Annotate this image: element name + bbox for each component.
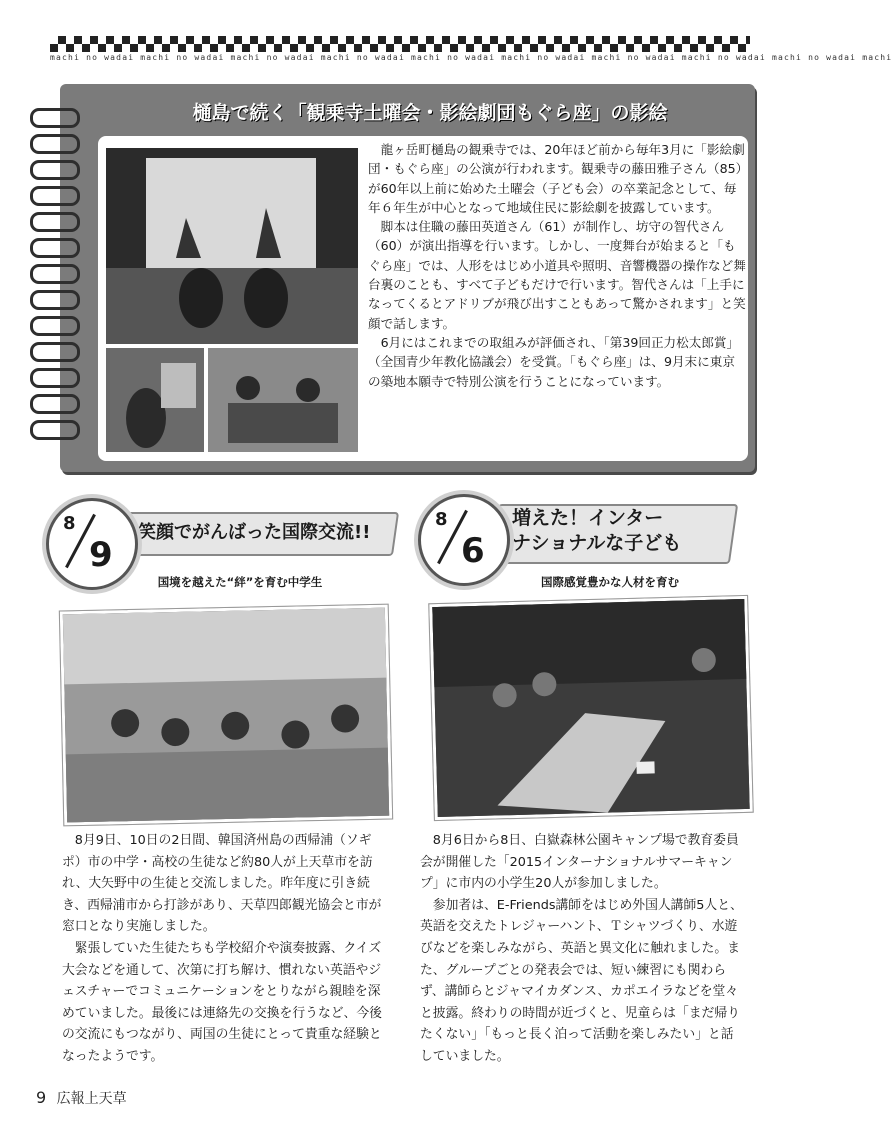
left-article-heading: 笑顔でがんばった国際交流!! xyxy=(138,522,371,543)
publication-name: 広報上天草 xyxy=(56,1091,127,1107)
right-heading-line2: ナショナルな子ども xyxy=(512,532,682,554)
left-paragraph: 緊張していた生徒たちも学校紹介や演奏披露、クイズ大会などを通して、次第に打ち解け、慣れない英語やジェスチャーでコミュニケーションをとりながら親睦を深めていました。最後には連絡先の交換を行うなど、今後の交流にもつながり、両国の生徒にとって貴重な経験となったようです。 xyxy=(62,940,382,1064)
badge-day: 6 xyxy=(461,531,485,571)
left-article-subheading: 国境を越えた“絆”を育む中学生 xyxy=(157,575,323,589)
page-footer xyxy=(36,1088,127,1108)
shadow-play-stage-photo xyxy=(106,148,358,344)
right-heading-line1: 増えた！インター xyxy=(512,507,664,529)
right-article-body xyxy=(420,830,746,1068)
feature-body-text xyxy=(368,140,746,391)
ring-icon xyxy=(30,394,80,414)
ring-icon xyxy=(30,108,80,128)
left-paragraph: 8月9日、10日の2日間、韓国済州島の西帰浦（ソギポ）市の中学・高校の生徒など約80人が上天草市を訪れ、大矢野中の生徒と交流しました。昨年度に引き続き、西帰浦市から打診があり、天草四郎観光協会と市が窓口となり実施しました。 xyxy=(62,833,382,935)
header-checker-band xyxy=(50,36,750,52)
ring-icon xyxy=(30,290,80,310)
badge-month: 8 xyxy=(435,509,448,530)
ring-icon xyxy=(30,160,80,180)
right-paragraph: 8月6日から8日、白嶽森林公園キャンプ場で教育委員会が開催した「2015インターナショナルサマーキャンプ」に市内の小学生20人が参加しました。 xyxy=(420,833,739,892)
ring-icon xyxy=(30,342,80,362)
rehearsal-meeting-photo xyxy=(208,348,358,452)
feature-paragraph: 龍ヶ岳町樋島の観乗寺では、20年ほど前から毎年3月に「影絵劇団・もぐら座」の公演が行われます。観乗寺の藤田雅子さん（85）が60年以上前に始めた土曜会（子ども会）の卒業記念として、毎年６年生が中心となって地域住民に影絵劇を披露しています。 xyxy=(368,142,745,215)
children-operating-puppets-photo xyxy=(106,348,204,452)
header-tagline: machi no wadai machi no wadai machi no wadai machi no wadai machi no wadai machi no wadai machi no wadai machi no wadai machi no wadai machi xyxy=(50,53,892,62)
ring-icon xyxy=(30,134,80,154)
ring-icon xyxy=(30,212,80,232)
ring-icon xyxy=(30,368,80,388)
ring-icon xyxy=(30,316,80,336)
badge-month: 8 xyxy=(63,513,76,534)
feature-paragraph: 脚本は住職の藤田英道さん（61）が制作し、坊守の智代さん（60）が演出指導を行います。しかし、一度舞台が始まると「もぐら座」では、人形をはじめ小道具や照明、音響機器の操作など舞台裏のことも、すべて子どもだけで行います。智代さんは「上手になってくるとアドリブが飛び出すこともあって驚かされます」と笑顔で話します。 xyxy=(368,219,746,331)
left-article-body xyxy=(62,830,384,1068)
ring-icon xyxy=(30,420,80,440)
feature-paragraph: 6月にはこれまでの取組みが評価され、「第39回正力松太郎賞」（全国青少年教化協議会）を受賞。「もぐら座」は、9月末に東京の築地本願寺で特別公演を行うことになっています。 xyxy=(368,334,740,389)
date-badge-aug-6 xyxy=(418,494,510,586)
right-article-heading xyxy=(512,506,732,556)
feature-title: 樋島で続く「観乗寺土曜会・影絵劇団もぐら座」の影絵 xyxy=(192,102,668,124)
ring-icon xyxy=(30,186,80,206)
badge-day: 9 xyxy=(89,535,113,575)
ring-icon xyxy=(30,264,80,284)
right-article-subheading: 国際感覚豊かな人材を育む xyxy=(541,575,679,589)
summer-camp-slide-photo xyxy=(429,596,753,820)
international-exchange-gym-photo xyxy=(60,605,392,826)
ring-icon xyxy=(30,238,80,258)
page-number: 9 xyxy=(36,1088,47,1107)
right-paragraph: 参加者は、E-Friends講師をはじめ外国人講師5人と、英語を交えたトレジャーハント、Ｔシャツづくり、水遊びなどを楽しみながら、英語と異文化に触れました。また、グループごとの発表会では、短い練習にも関わらず、講師らとジャマイカダンス、カポエイラなどを堂々と披露。終わりの時間が近づくと、児童らは「まだ帰りたくない」「もっと長く泊って活動を楽しみたい」と話していました。 xyxy=(420,897,743,1064)
